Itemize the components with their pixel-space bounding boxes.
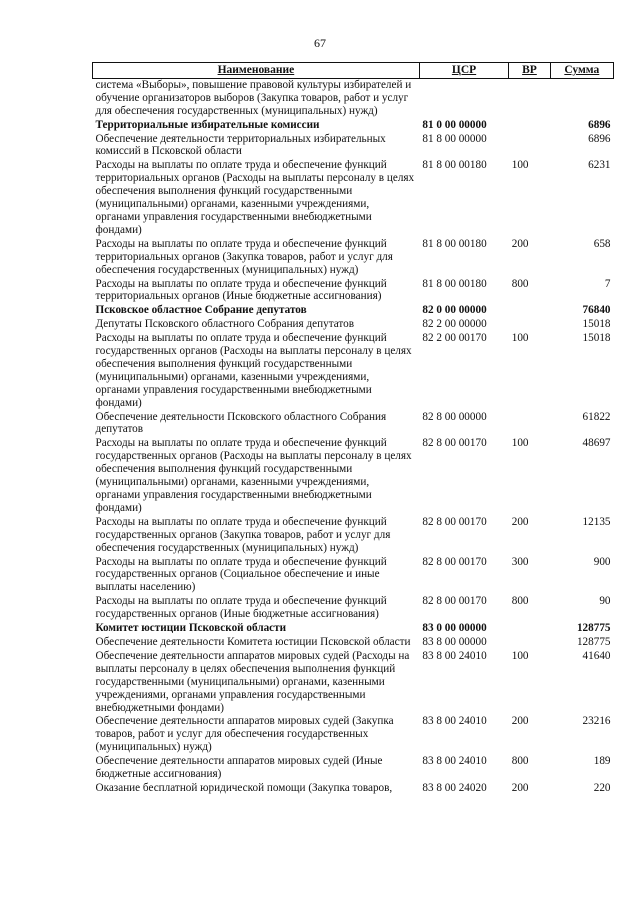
row-name: Обеспечение деятельности аппаратов мировых судей (Расходы на выплаты персоналу в целях обеспечения выполнения функций государственными (муниципальными) органами, казенными учреждениями, органами управления государственными внебюджетными фондами) [95,649,410,714]
row-name: Расходы на выплаты по оплате труда и обеспечение функций государственных органов (Закупка товаров, работ и услуг для обеспечения государственных (муниципальных) нужд) [95,515,391,554]
row-name: Территориальные избирательные комиссии [95,118,320,131]
table-row [93,132,614,159]
row-sum: 48697 [582,437,611,450]
row-sum: 6896 [588,118,611,131]
table-row [93,635,614,649]
row-csr-code: 82 8 00 00170 [422,595,487,608]
row-name: система «Выборы», повышение правовой культуры избирателей и обучение организаторов выборов (Закупка товаров, работ и услуг для обеспечения государственных (муниципальных) нужд) [95,78,412,117]
row-name: Расходы на выплаты по оплате труда и обеспечение функций территориальных органов (Расходы на выплаты персоналу в целях обеспечения выполнения функций государственными (муниципальными) органами, казенными учреждениями, органами управления государственными внебюджетными фондами) [95,159,415,236]
column-header-vr: ВР [509,63,550,79]
row-csr-code: 82 0 00 00000 [422,304,487,317]
row-csr-code: 81 8 00 00180 [422,159,487,172]
row-sum: 6231 [588,159,611,172]
row-csr-code: 83 0 00 00000 [422,622,487,635]
row-vr-code: 100 [511,437,529,450]
row-sum: 41640 [582,649,611,662]
row-sum: 7 [604,277,611,290]
row-sum: 6896 [588,132,611,145]
row-sum [550,78,613,117]
row-vr-code: 100 [511,649,529,662]
row-sum: 23216 [582,715,611,728]
table-row [93,594,614,621]
row-vr-code: 200 [511,515,529,528]
row-sum: 128775 [576,635,611,648]
row-vr-code: 200 [511,715,529,728]
row-csr-code: 81 8 00 00180 [422,237,487,250]
row-name: Обеспечение деятельности аппаратов мировых судей (Иные бюджетные ассигнования) [95,755,383,781]
row-sum: 90 [599,595,611,608]
row-vr-code [509,621,550,635]
row-name: Обеспечение деятельности территориальных избирательных комиссий в Псковской области [95,132,386,158]
column-header-sum: Сумма [550,63,613,79]
row-vr-code: 800 [511,595,529,608]
table-row [93,436,614,514]
table-row [93,277,614,304]
row-vr-code: 200 [511,781,529,794]
budget-table [92,62,614,795]
row-sum: 12135 [582,515,611,528]
row-csr-code [419,78,508,117]
table-header-row [93,63,614,79]
row-sum: 15018 [582,332,611,345]
table-row [93,158,614,236]
row-sum: 658 [593,237,611,250]
table-row [93,714,614,754]
column-header-csr: ЦСР [419,63,508,79]
row-name: Расходы на выплаты по оплате труда и обеспечение функций территориальных органов (Закупка товаров, работ и услуг для обеспечения государственных (муниципальных) нужд) [95,237,393,276]
row-name: Депутаты Псковского областного Собрания депутатов [95,318,355,331]
row-vr-code: 800 [511,755,529,768]
row-sum: 61822 [582,410,611,423]
row-vr-code [509,410,550,437]
page-number: 67 [314,36,326,50]
row-vr-code: 200 [511,237,529,250]
row-csr-code: 82 2 00 00170 [422,332,487,345]
row-vr-code [509,132,550,159]
row-csr-code: 82 8 00 00170 [422,555,487,568]
row-vr-code [509,317,550,331]
table-row [93,317,614,331]
table-row [93,78,614,117]
row-csr-code: 82 8 00 00170 [422,437,487,450]
row-csr-code: 81 0 00 00000 [422,118,487,131]
row-name: Обеспечение деятельности Комитета юстиции Псковской области [95,635,411,648]
row-sum: 189 [593,755,611,768]
column-header-name: Наименование [93,63,420,79]
row-csr-code: 81 8 00 00180 [422,277,487,290]
row-name: Обеспечение деятельности аппаратов мировых судей (Закупка товаров, работ и услуг для обеспечения государственных (муниципальных) нужд) [95,715,394,754]
row-name: Обеспечение деятельности Псковского областного Собрания депутатов [95,410,387,436]
row-sum: 15018 [582,318,611,331]
row-name: Псковское областное Собрание депутатов [95,304,307,317]
row-vr-code [509,635,550,649]
table-row [93,410,614,437]
table-row [93,621,614,635]
row-name: Оказание бесплатной юридической помощи (Закупка товаров, [95,781,393,794]
row-csr-code: 82 2 00 00000 [422,318,487,331]
row-vr-code [509,118,550,132]
row-vr-code [509,78,550,117]
table-row [93,754,614,781]
row-vr-code: 100 [511,159,529,172]
row-csr-code: 82 8 00 00000 [422,410,487,423]
table-row [93,118,614,132]
row-name: Комитет юстиции Псковской области [95,622,287,635]
row-sum: 128775 [576,622,611,635]
row-csr-code: 83 8 00 24020 [422,781,487,794]
table-row [93,781,614,795]
row-vr-code [509,303,550,317]
table-body [93,78,614,794]
table-row [93,555,614,595]
row-csr-code: 83 8 00 24010 [422,649,487,662]
table-row [93,515,614,555]
row-sum: 220 [593,781,611,794]
table-row [93,303,614,317]
row-name: Расходы на выплаты по оплате труда и обеспечение функций государственных органов (Социальное обеспечение и иные выплаты населению) [95,555,387,594]
row-name: Расходы на выплаты по оплате труда и обеспечение функций государственных органов (Иные бюджетные ассигнования) [95,595,387,621]
row-vr-code: 100 [511,332,529,345]
table-row [93,649,614,715]
row-vr-code: 800 [511,277,529,290]
row-name: Расходы на выплаты по оплате труда и обеспечение функций государственных органов (Расходы на выплаты персоналу в целях обеспечения выполнения функций государственными (муниципальными) органами, казенными учреждениями, органами управления государственными внебюджетными фондами) [95,437,412,514]
row-csr-code: 81 8 00 00000 [422,132,487,145]
table-row [93,331,614,409]
row-csr-code: 82 8 00 00170 [422,515,487,528]
row-csr-code: 83 8 00 24010 [422,755,487,768]
row-name: Расходы на выплаты по оплате труда и обеспечение функций территориальных органов (Иные бюджетные ассигнования) [95,277,387,303]
table-row [93,237,614,277]
row-name: Расходы на выплаты по оплате труда и обеспечение функций государственных органов (Расходы на выплаты персоналу в целях обеспечения выполнения функций государственными (муниципальными) органами, казенными учреждениями, органами управления государственными внебюджетными фондами) [95,332,412,409]
row-vr-code: 300 [511,555,529,568]
row-csr-code: 83 8 00 24010 [422,715,487,728]
row-sum: 76840 [582,304,611,317]
row-sum: 900 [593,555,611,568]
row-csr-code: 83 8 00 00000 [422,635,487,648]
